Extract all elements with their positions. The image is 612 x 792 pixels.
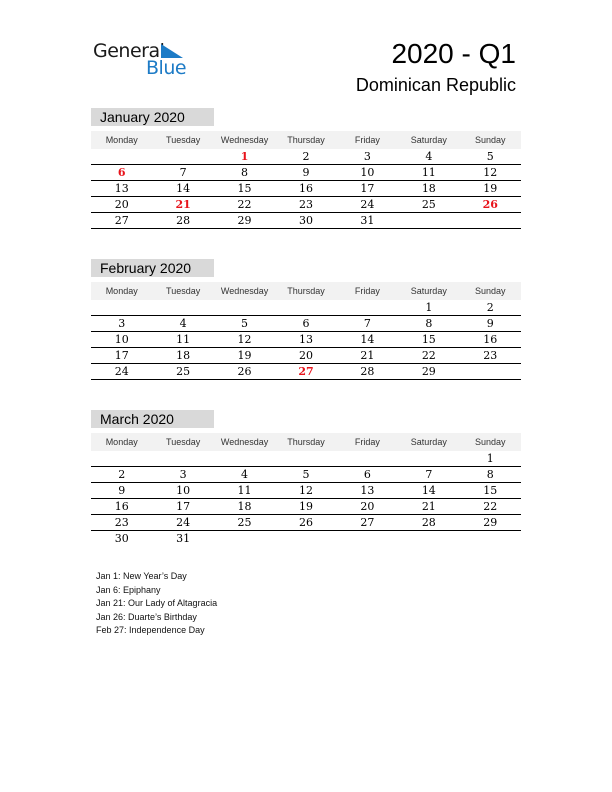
date-cell: 14 <box>176 182 191 195</box>
date-cell: 28 <box>176 214 191 227</box>
holiday-list <box>96 570 217 638</box>
date-cell: 26 <box>298 516 313 529</box>
date-cell: 29 <box>483 516 498 529</box>
date-cell: 14 <box>421 484 436 497</box>
date-cell: 24 <box>176 516 191 529</box>
month-title: January 2020 <box>91 108 214 126</box>
week-row <box>91 165 521 181</box>
date-cell <box>460 213 521 228</box>
date-cell <box>398 531 459 547</box>
date-cell: 12 <box>298 484 313 497</box>
week-row <box>91 181 521 197</box>
weekday-label: Wednesday <box>220 437 269 447</box>
date-cell: 16 <box>483 333 498 346</box>
date-cell: 4 <box>179 317 187 330</box>
week-row <box>91 300 521 316</box>
week-row <box>91 197 521 213</box>
date-cell: 18 <box>237 500 252 513</box>
logo-triangle-icon <box>161 44 183 58</box>
weekday-label: Tuesday <box>166 135 201 145</box>
date-cell: 1 <box>486 452 494 465</box>
date-cell: 15 <box>483 484 498 497</box>
weekday-label: Tuesday <box>166 286 201 296</box>
holiday-date: 21 <box>175 198 191 211</box>
date-cell: 13 <box>114 182 129 195</box>
weekday-label: Monday <box>105 286 138 296</box>
weekday-label: Monday <box>105 135 138 145</box>
date-cell: 9 <box>118 484 126 497</box>
date-cell: 2 <box>118 468 126 481</box>
date-cell: 22 <box>421 349 436 362</box>
date-cell: 22 <box>237 198 252 211</box>
date-cell: 16 <box>114 500 129 513</box>
holiday-item: Feb 27: Independence Day <box>96 625 205 635</box>
date-cell: 20 <box>298 349 313 362</box>
date-cell: 12 <box>483 166 498 179</box>
date-cell: 24 <box>360 198 375 211</box>
weekday-header <box>91 131 521 149</box>
date-cell: 25 <box>237 516 252 529</box>
weekday-label: Sunday <box>474 135 506 145</box>
holiday-item: Jan 6: Epiphany <box>96 584 161 595</box>
date-cell: 22 <box>483 500 498 513</box>
date-cell: 23 <box>114 516 129 529</box>
date-cell: 19 <box>483 182 498 195</box>
date-cell: 27 <box>360 516 375 529</box>
date-cell: 3 <box>179 468 187 481</box>
date-cell: 21 <box>360 349 375 362</box>
date-cell: 28 <box>360 365 375 378</box>
date-cell: 29 <box>237 214 252 227</box>
date-cell: 10 <box>114 333 129 346</box>
date-cell: 1 <box>425 301 433 314</box>
date-cell: 4 <box>425 150 433 163</box>
date-cell <box>460 364 521 379</box>
date-cell: 7 <box>179 166 187 179</box>
date-cell <box>337 300 398 315</box>
date-cell: 4 <box>241 468 249 481</box>
weekday-label: Thursday <box>287 437 325 447</box>
date-cell: 19 <box>237 349 252 362</box>
date-cell: 8 <box>486 468 494 481</box>
date-cell: 15 <box>421 333 436 346</box>
weekday-label: Sunday <box>474 286 506 296</box>
date-cell <box>337 531 398 547</box>
date-cell: 18 <box>176 349 191 362</box>
date-cell: 20 <box>114 198 129 211</box>
week-row <box>91 348 521 364</box>
date-cell: 7 <box>363 317 371 330</box>
date-cell <box>152 451 213 466</box>
date-cell: 16 <box>298 182 313 195</box>
date-cell: 12 <box>237 333 252 346</box>
date-cell <box>275 531 336 547</box>
date-cell: 2 <box>486 301 494 314</box>
date-cell <box>398 213 459 228</box>
date-cell: 17 <box>114 349 129 362</box>
page-title: 2020 - Q1 <box>391 38 516 69</box>
month-title: February 2020 <box>91 259 214 277</box>
date-cell: 8 <box>241 166 249 179</box>
date-cell: 14 <box>360 333 375 346</box>
date-cell: 20 <box>360 500 375 513</box>
weekday-label: Friday <box>354 286 380 296</box>
date-cell: 26 <box>237 365 252 378</box>
date-cell: 9 <box>302 166 310 179</box>
weekday-label: Saturday <box>410 135 447 145</box>
month-february <box>91 259 521 380</box>
date-cell <box>398 451 459 466</box>
date-cell: 15 <box>237 182 252 195</box>
weekday-label: Sunday <box>474 437 506 447</box>
week-row <box>91 316 521 332</box>
date-cell <box>91 300 152 315</box>
holiday-date: 26 <box>482 198 498 211</box>
weekday-label: Thursday <box>287 286 325 296</box>
week-row <box>91 499 521 515</box>
date-cell: 3 <box>363 150 371 163</box>
date-cell <box>275 300 336 315</box>
date-cell: 3 <box>118 317 126 330</box>
holiday-item: Jan 21: Our Lady of Altagracia <box>96 598 218 608</box>
date-cell: 8 <box>425 317 433 330</box>
date-cell <box>275 451 336 466</box>
weekday-label: Wednesday <box>220 135 269 145</box>
date-cell <box>91 451 152 466</box>
date-cell: 10 <box>176 484 191 497</box>
date-cell: 17 <box>176 500 191 513</box>
week-row <box>91 332 521 348</box>
week-row <box>91 364 521 380</box>
date-cell: 18 <box>421 182 436 195</box>
date-cell: 25 <box>421 198 436 211</box>
date-cell: 7 <box>425 468 433 481</box>
weekday-header <box>91 433 521 451</box>
month-march <box>91 410 521 547</box>
month-title: March 2020 <box>91 410 214 428</box>
date-cell: 19 <box>298 500 313 513</box>
week-row <box>91 213 521 229</box>
date-cell: 2 <box>302 150 310 163</box>
date-cell <box>152 300 213 315</box>
holiday-date: 1 <box>240 150 249 163</box>
date-cell: 30 <box>298 214 313 227</box>
week-row <box>91 149 521 165</box>
date-cell: 31 <box>176 532 191 545</box>
date-cell: 6 <box>363 468 371 481</box>
weekday-label: Friday <box>354 437 380 447</box>
date-cell: 31 <box>360 214 375 227</box>
holiday-date: 6 <box>117 166 126 179</box>
date-cell: 28 <box>421 516 436 529</box>
date-cell <box>214 531 275 547</box>
date-cell: 23 <box>483 349 498 362</box>
date-cell: 5 <box>486 150 494 163</box>
weekday-label: Wednesday <box>220 286 269 296</box>
date-cell: 5 <box>241 317 249 330</box>
holiday-date: 27 <box>298 365 314 378</box>
date-cell: 24 <box>114 365 129 378</box>
date-cell: 25 <box>176 365 191 378</box>
date-cell <box>152 149 213 164</box>
weekday-label: Saturday <box>410 437 447 447</box>
date-cell: 11 <box>237 484 252 497</box>
date-cell: 11 <box>176 333 191 346</box>
week-row <box>91 531 521 547</box>
month-january <box>91 108 521 229</box>
date-cell: 6 <box>302 317 310 330</box>
date-cell: 27 <box>114 214 129 227</box>
logo <box>93 40 193 80</box>
date-cell <box>337 451 398 466</box>
date-cell: 5 <box>302 468 310 481</box>
date-cell <box>214 451 275 466</box>
date-cell: 17 <box>360 182 375 195</box>
date-cell: 21 <box>421 500 436 513</box>
date-cell: 29 <box>421 365 436 378</box>
date-cell: 13 <box>298 333 313 346</box>
week-row <box>91 467 521 483</box>
holiday-item: Jan 26: Duarte’s Birthday <box>96 611 197 622</box>
week-row <box>91 451 521 467</box>
week-row <box>91 483 521 499</box>
weekday-label: Thursday <box>287 135 325 145</box>
date-cell: 9 <box>486 317 494 330</box>
date-cell: 13 <box>360 484 375 497</box>
holiday-item: Jan 1: New Year’s Day <box>96 571 187 581</box>
date-cell <box>91 149 152 164</box>
date-cell <box>460 531 521 547</box>
date-cell: 10 <box>360 166 375 179</box>
weekday-label: Saturday <box>410 286 447 296</box>
logo-text-general: General <box>93 40 165 62</box>
weekday-label: Monday <box>105 437 138 447</box>
weekday-label: Friday <box>354 135 380 145</box>
date-cell: 30 <box>114 532 129 545</box>
weekday-label: Tuesday <box>166 437 201 447</box>
date-cell: 23 <box>298 198 313 211</box>
country-name: Dominican Republic <box>355 75 516 95</box>
logo-text-blue: Blue <box>146 57 187 79</box>
weekday-header <box>91 282 521 300</box>
week-row <box>91 515 521 531</box>
date-cell: 11 <box>421 166 436 179</box>
date-cell <box>214 300 275 315</box>
